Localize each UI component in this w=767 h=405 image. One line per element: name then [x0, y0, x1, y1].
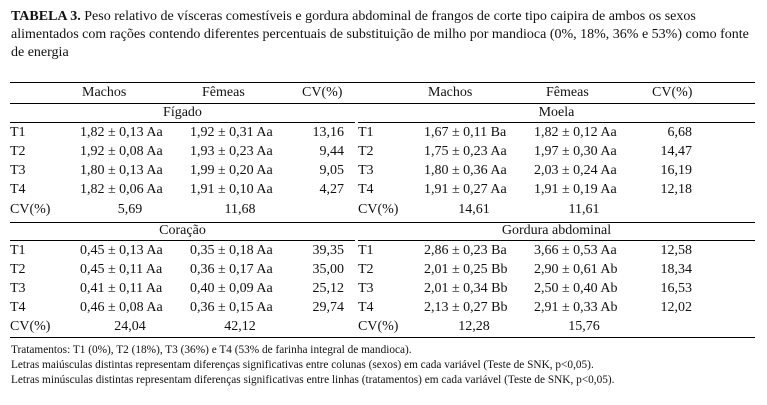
moela-machos-cv: 14,61 [458, 202, 490, 217]
section-title-figado: Fígado [163, 105, 202, 120]
gordura-machos-value: 2,01 ± 0,34 Bb [424, 281, 508, 296]
figado-cv-value: 4,27 [319, 182, 344, 197]
coracao-machos-value: 0,45 ± 0,13 Aa [80, 243, 163, 258]
coracao-cv-value: 39,35 [312, 243, 344, 258]
treatment-label: T2 [358, 144, 374, 159]
header-femeas-left: Fêmeas [202, 85, 245, 100]
treatment-label: T1 [10, 243, 26, 258]
cv-row-label: CV(%) [358, 319, 399, 334]
treatment-label: T1 [10, 125, 26, 140]
table-top-rule [10, 82, 755, 83]
figado-femeas-value: 1,93 ± 0,23 Aa [190, 144, 273, 159]
footnote-lowercase-letters: Letras minúsculas distintas representam diferenças significativas entre linhas (tratamentos) em cada variável (Teste de SNK, p<0,05). [11, 374, 615, 386]
gordura-cv-value: 18,34 [660, 262, 692, 277]
figado-machos-cv: 5,69 [117, 202, 143, 217]
section-rule-coracao [10, 240, 355, 241]
figado-cv-value: 9,05 [319, 163, 344, 178]
coracao-cv-value: 25,12 [312, 281, 344, 296]
figado-machos-value: 1,92 ± 0,08 Aa [80, 144, 163, 159]
data-table [10, 82, 755, 338]
moela-machos-value: 1,80 ± 0,36 Aa [424, 163, 507, 178]
figado-femeas-value: 1,99 ± 0,20 Aa [190, 163, 273, 178]
header-machos-right: Machos [428, 85, 473, 100]
treatment-label: T2 [358, 262, 374, 277]
coracao-femeas-cv: 42,12 [224, 319, 256, 334]
treatment-label: T4 [358, 182, 374, 197]
treatment-label: T1 [358, 243, 374, 258]
table-label: TABELA 3. [11, 9, 81, 24]
cv-row-label: CV(%) [10, 202, 51, 217]
table-caption [11, 8, 757, 62]
coracao-femeas-value: 0,40 ± 0,09 Aa [190, 281, 273, 296]
coracao-machos-cv: 24,04 [114, 319, 146, 334]
coracao-cv-value: 35,00 [312, 262, 344, 277]
treatment-label: T1 [358, 125, 374, 140]
coracao-femeas-value: 0,36 ± 0,17 Aa [190, 262, 273, 277]
gordura-femeas-value: 2,91 ± 0,33 Ab [534, 300, 618, 315]
header-femeas-right: Fêmeas [546, 85, 589, 100]
coracao-cv-value: 29,74 [312, 300, 344, 315]
header-cv-left: CV(%) [302, 85, 343, 100]
moela-cv-value: 12,18 [660, 182, 692, 197]
figado-femeas-value: 1,92 ± 0,31 Aa [190, 125, 273, 140]
gordura-femeas-value: 2,50 ± 0,40 Ab [534, 281, 618, 296]
moela-femeas-value: 1,82 ± 0,12 Aa [534, 125, 617, 140]
treatment-label: T4 [10, 182, 26, 197]
gordura-cv-value: 12,02 [660, 300, 692, 315]
gordura-femeas-value: 3,66 ± 0,53 Aa [534, 243, 617, 258]
gordura-machos-value: 2,13 ± 0,27 Bb [424, 300, 508, 315]
section-rule-moela [358, 122, 755, 123]
moela-cv-value: 16,19 [660, 163, 692, 178]
section-rule-gordura [358, 240, 755, 241]
moela-femeas-value: 2,03 ± 0,24 Aa [534, 163, 617, 178]
treatment-label: T3 [358, 281, 374, 296]
treatment-label: T2 [10, 144, 26, 159]
moela-machos-value: 1,67 ± 0,11 Ba [424, 125, 507, 140]
gordura-machos-value: 2,86 ± 0,23 Ba [424, 243, 507, 258]
coracao-femeas-value: 0,36 ± 0,15 Aa [190, 300, 273, 315]
figado-femeas-cv: 11,68 [224, 202, 256, 217]
figado-cv-value: 9,44 [319, 144, 344, 159]
header-cv-right: CV(%) [652, 85, 693, 100]
footnote-treatments: Tratamentos: T1 (0%), T2 (18%), T3 (36%) e T4 (53% de farinha integral de mandioca). [11, 344, 412, 356]
footnote-uppercase-letters: Letras maiúsculas distintas representam diferenças significativas entre colunas (sexos) em cada variável (Teste de SNK, p<0,05). [11, 359, 594, 371]
cv-row-label: CV(%) [358, 202, 399, 217]
treatment-label: T4 [10, 300, 26, 315]
moela-cv-value: 14,47 [660, 144, 692, 159]
section-title-coracao: Coração [159, 223, 206, 238]
table-caption-text: Peso relativo de vísceras comestíveis e gordura abdominal de frangos de corte tipo caipira de ambos os sexos alimentados com rações contendo diferentes percentuais de substituição de milho por mandioca (0%, 18%, 36% e 53%) como fonte de energia [11, 9, 749, 60]
moela-machos-value: 1,75 ± 0,23 Aa [424, 144, 507, 159]
moela-femeas-value: 1,91 ± 0,19 Aa [534, 182, 617, 197]
table-footnotes [11, 343, 614, 388]
treatment-label: T3 [10, 163, 26, 178]
gordura-machos-cv: 12,28 [458, 319, 490, 334]
coracao-machos-value: 0,46 ± 0,08 Aa [80, 300, 163, 315]
section-title-gordura-abdominal: Gordura abdominal [501, 223, 612, 238]
figado-machos-value: 1,82 ± 0,13 Aa [80, 125, 163, 140]
gordura-femeas-value: 2,90 ± 0,61 Ab [534, 262, 618, 277]
moela-machos-value: 1,91 ± 0,27 Aa [424, 182, 507, 197]
gordura-cv-value: 16,53 [660, 281, 692, 296]
coracao-femeas-value: 0,35 ± 0,18 Aa [190, 243, 273, 258]
moela-femeas-value: 1,97 ± 0,30 Aa [534, 144, 617, 159]
figado-machos-value: 1,80 ± 0,13 Aa [80, 163, 163, 178]
figado-cv-value: 13,16 [312, 125, 344, 140]
gordura-machos-value: 2,01 ± 0,25 Bb [424, 262, 508, 277]
figado-femeas-value: 1,91 ± 0,10 Aa [190, 182, 273, 197]
gordura-femeas-cv: 15,76 [568, 319, 600, 334]
figado-machos-value: 1,82 ± 0,06 Aa [80, 182, 163, 197]
coracao-machos-value: 0,45 ± 0,11 Aa [80, 262, 163, 277]
treatment-label: T3 [358, 163, 374, 178]
cv-row-label: CV(%) [10, 319, 51, 334]
treatment-label: T3 [10, 281, 26, 296]
moela-femeas-cv: 11,61 [568, 202, 600, 217]
section-title-moela: Moela [538, 105, 575, 120]
gordura-cv-value: 12,58 [660, 243, 692, 258]
header-machos-left: Machos [82, 85, 127, 100]
treatment-label: T2 [10, 262, 26, 277]
treatment-label: T4 [358, 300, 374, 315]
section-rule-figado [10, 122, 355, 123]
coracao-machos-value: 0,41 ± 0,11 Aa [80, 281, 163, 296]
moela-cv-value: 6,68 [667, 125, 692, 140]
table-bottom-rule [10, 337, 755, 338]
